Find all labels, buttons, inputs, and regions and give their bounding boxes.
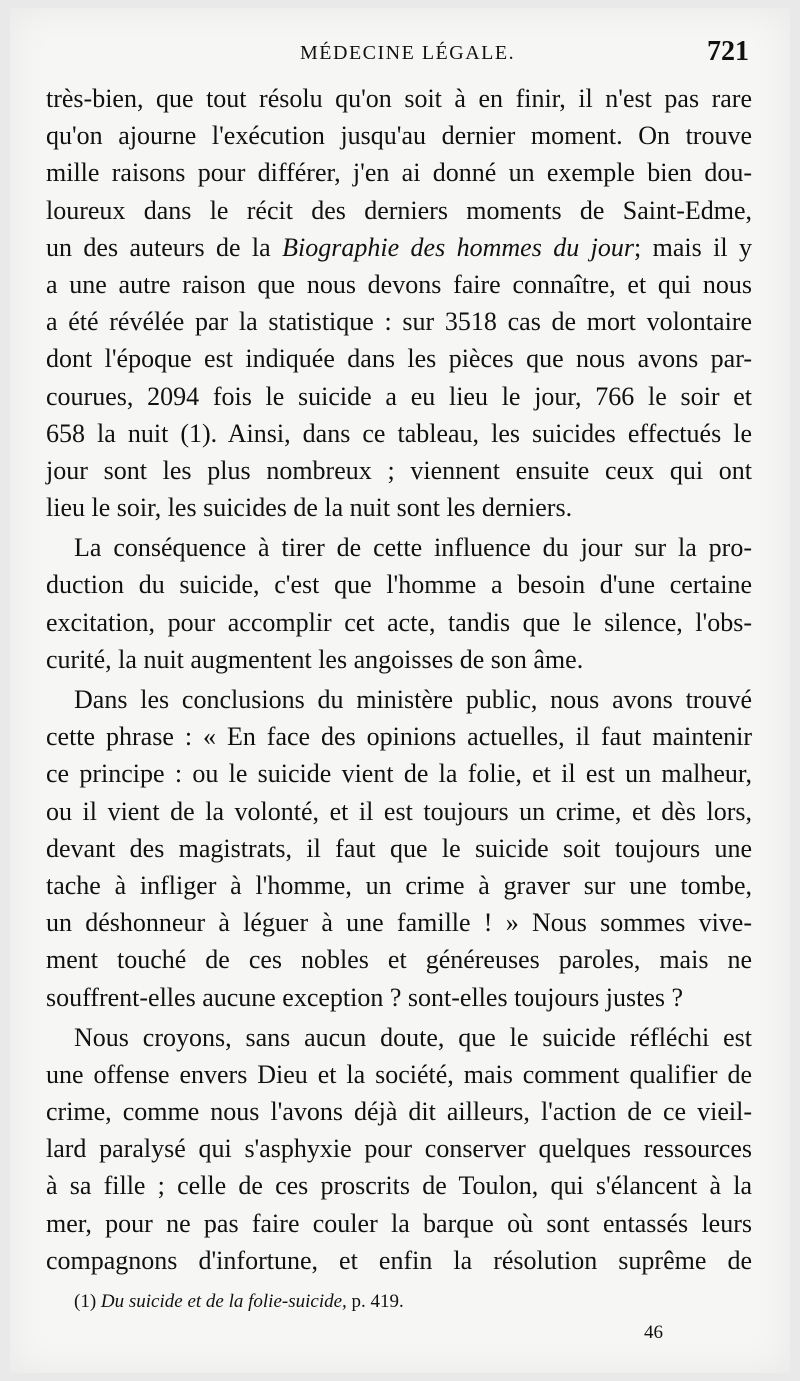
text-line: à sa fille ; celle de ces proscrits de Toulon, qui s'élancent à la [46,1171,752,1201]
text-line: devant des magistrats, il faut que le suicide soit toujours une [46,833,752,863]
text-line: mille raisons pour différer, j'en ai donné un exemple bien dou- [46,158,752,188]
text-line: curité, la nuit augmentent les angoisses de son âme. [46,644,584,674]
text-line: loureux dans le récit des derniers moments de Saint-Edme, [46,195,752,225]
footnote-ref: p. 419. [351,1291,404,1312]
text-line: courues, 2094 fois le suicide a eu lieu le jour, 766 le soir et [46,381,752,411]
running-title: MÉDECINE LÉGALE. [300,42,516,64]
text-line: excitation, pour accomplir cet acte, tandis que le silence, l'obs- [46,607,752,637]
body-text [46,80,752,1279]
text-line: Dans les conclusions du ministère public, nous avons trouvé [74,685,752,714]
book-title: Biographie des hommes du jour [282,232,634,262]
paragraph [46,529,752,678]
paragraph [46,681,752,1016]
text-line: un des auteurs de la Biographie des hommes du jour; mais il y [46,232,753,262]
text-line: a une autre raison que nous devons faire connaître, et qui nous [46,269,752,299]
text-line: crime, comme nous l'avons déjà dit ailleurs, l'action de ce vieil- [46,1097,752,1127]
footnote [74,1291,404,1313]
text-line: une offense envers Dieu et la société, mais comment qualifier de [46,1059,752,1089]
text-line: tache à infliger à l'homme, un crime à graver sur une tombe, [46,870,752,900]
text-line: lieu le soir, les suicides de la nuit sont les derniers. [46,493,573,523]
text-line: cette phrase : « En face des opinions actuelles, il faut maintenir [46,722,752,752]
running-head [0,36,800,72]
page-number: 721 [707,36,749,67]
paragraph [46,80,752,526]
text-line: qu'on ajourne l'exécution jusqu'au dernier moment. On trouve [46,121,752,151]
text-line: un déshonneur à léguer à une famille ! » Nous sommes vive- [46,908,752,938]
signature-mark: 46 [644,1322,663,1343]
text-line: souffrent-elles aucune exception ? sont-elles toujours justes ? [46,982,684,1012]
text-line: duction du suicide, c'est que l'homme a besoin d'une certaine [46,570,752,600]
text-line: Nous croyons, sans aucun doute, que le suicide réfléchi est [74,1022,752,1052]
text-line: compagnons d'infortune, et enfin la résolution suprême de [46,1245,752,1275]
text-line: ce principe : ou le suicide vient de la folie, et il est un malheur, [46,759,752,789]
text-line: ou il vient de la volonté, et il est toujours un crime, et dès lors, [46,796,752,826]
footnote-title: Du suicide et de la folie-suicide, [100,1291,347,1312]
text-line: dont l'époque est indiquée dans les pièces que nous avons par- [46,344,752,374]
text-line: mer, pour ne pas faire couler la barque où sont entassés leurs [46,1208,752,1238]
footnote-marker: (1) [74,1291,97,1312]
text-line: ment touché de ces nobles et généreuses paroles, mais ne [46,945,752,975]
text-line: 658 la nuit (1). Ainsi, dans ce tableau, les suicides effectués le [46,418,752,448]
text-line: a été révélée par la statistique : sur 3518 cas de mort volontaire [46,307,752,337]
text-line: La conséquence à tirer de cette influence du jour sur la pro- [74,533,752,563]
text-line: très-bien, que tout résolu qu'on soit à en finir, il n'est pas rare [46,84,752,113]
paragraph [46,1019,752,1279]
text-line: jour sont les plus nombreux ; viennent ensuite ceux qui ont [46,455,752,485]
text-line: lard paralysé qui s'asphyxie pour conserver quelques ressources [46,1134,752,1164]
